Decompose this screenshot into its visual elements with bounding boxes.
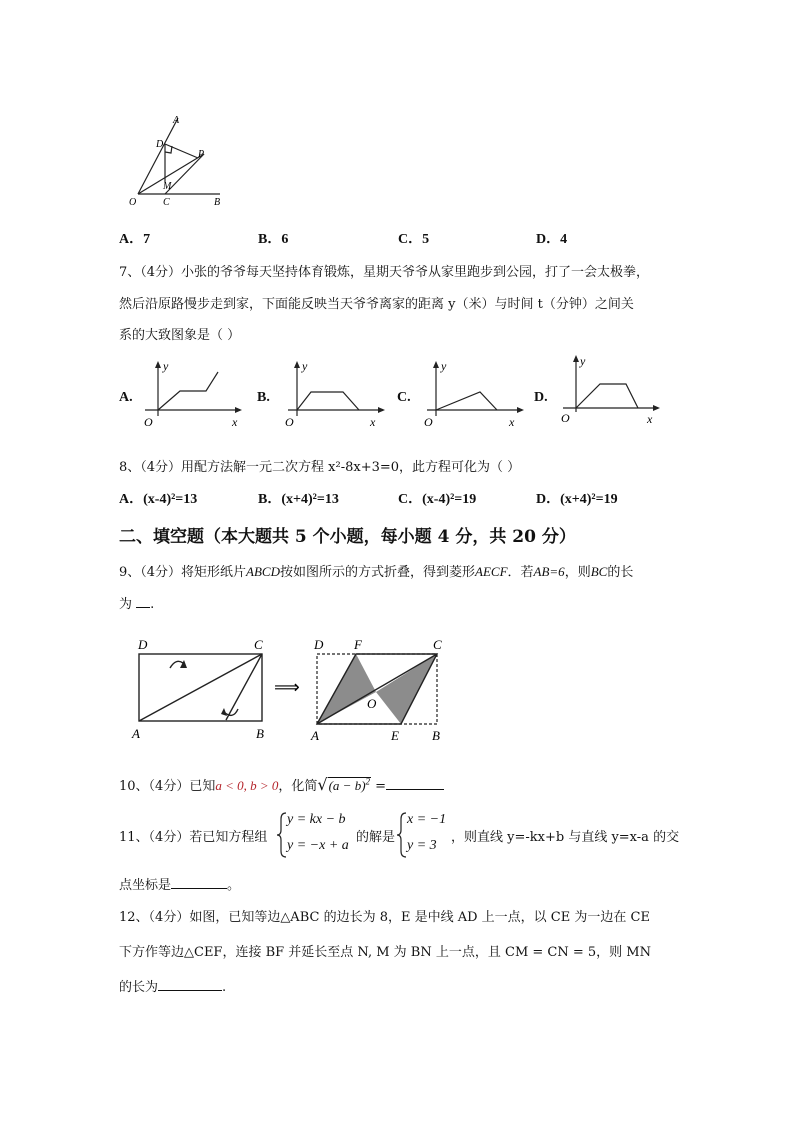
svg-text:C: C bbox=[254, 637, 263, 652]
q7-option-b-label[interactable]: B. bbox=[257, 390, 270, 405]
fold-arrow: ⟹ bbox=[274, 677, 300, 697]
label-O: O bbox=[129, 197, 137, 208]
q8-option-a[interactable]: A．(x-4)²=13 bbox=[119, 492, 198, 507]
q12-stem-line2: 下方作等边△CEF，连接 BF 并延长至点 N, M 为 BN 上一点，且 CM = CN = 5，则 MN bbox=[119, 945, 651, 960]
svg-text:A: A bbox=[311, 728, 319, 743]
q11-part2: 的解是 bbox=[356, 830, 396, 845]
q11-part3: ，则直线 y=-kx+b 与直线 y=x-a 的交 bbox=[451, 830, 680, 845]
svg-text:C: C bbox=[433, 637, 442, 652]
q7-stem-line2: 然后沿原路慢步走到家，下面能反映当天爷爷离家的距离 y（米）与时间 t（分钟）之间关 bbox=[119, 297, 634, 312]
svg-text:B: B bbox=[432, 728, 440, 743]
svg-text:O: O bbox=[424, 415, 433, 429]
q12-stem-line3: 的长为 . bbox=[119, 980, 227, 995]
q8-stem: 8、（4分）用配方法解一元二次方程 x²-8x+3=0，此方程可化为（ ） bbox=[119, 460, 521, 475]
segment-DP bbox=[165, 144, 198, 158]
svg-text:y: y bbox=[302, 359, 308, 373]
q9-stem-line1: 9、（4分）将矩形纸片ABCD按如图所示的方式折叠，得到菱形AECF．若AB=6，则BC的长 bbox=[119, 564, 634, 580]
svg-text:O: O bbox=[144, 415, 153, 429]
q7-option-a-label[interactable]: A. bbox=[119, 390, 133, 405]
q6-option-d[interactable]: D．4 bbox=[536, 232, 568, 247]
q6-option-a[interactable]: A．7 bbox=[119, 232, 151, 247]
svg-text:y: y bbox=[441, 359, 447, 373]
q8-option-c[interactable]: C．(x-4)²=19 bbox=[398, 492, 477, 507]
q7-graph-c[interactable] bbox=[422, 358, 532, 433]
svg-text:x: x bbox=[232, 415, 238, 429]
q7-graph-d[interactable] bbox=[558, 352, 668, 427]
q8-option-b[interactable]: B．(x+4)²=13 bbox=[258, 492, 339, 507]
q9-answer-blank[interactable] bbox=[136, 595, 150, 608]
svg-text:O: O bbox=[285, 415, 294, 429]
q11-part1: 11、（4分）若已知方程组 bbox=[119, 830, 268, 845]
svg-text:D: D bbox=[314, 637, 324, 652]
svg-text:E: E bbox=[391, 728, 399, 743]
svg-text:x: x bbox=[370, 415, 376, 429]
svg-text:B: B bbox=[256, 726, 264, 741]
q7-stem-line3: 系的大致图象是（ ） bbox=[119, 328, 241, 343]
label-M: M bbox=[163, 181, 172, 192]
q7-option-d-label[interactable]: D. bbox=[534, 390, 548, 405]
svg-text:x: x bbox=[509, 415, 515, 429]
q12-stem-line1: 12、（4分）如图，已知等边△ABC 的边长为 8，E 是中线 AD 上一点，以 CE 为一边在 CE bbox=[119, 910, 650, 925]
q6-option-c[interactable]: C．5 bbox=[398, 232, 430, 247]
q6-geometry-figure bbox=[120, 112, 240, 212]
q7-stem-line1: 7、（4分）小张的爷爷每天坚持体育锻炼，星期天爷爷从家里跑步到公园，打了一会太极拳， bbox=[119, 265, 650, 280]
q6-option-b[interactable]: B．6 bbox=[258, 232, 289, 247]
q11-system-eq1: y = kx − b bbox=[287, 812, 346, 827]
q11-line2: 点坐标是 。 bbox=[119, 878, 241, 893]
svg-text:A: A bbox=[132, 726, 140, 741]
label-B: B bbox=[214, 197, 221, 208]
label-D: D bbox=[156, 139, 164, 150]
q12-answer-blank[interactable] bbox=[158, 978, 222, 991]
label-A: A bbox=[173, 115, 180, 126]
q10-stem: 10、（4分）已知a < 0, b > 0，化简$√(a - b)^2$ = bbox=[119, 775, 444, 794]
svg-text:D: D bbox=[138, 637, 148, 652]
label-P: P bbox=[198, 149, 205, 160]
q11-solution-y: y = 3 bbox=[407, 838, 437, 853]
q9-stem-line2: 为 . bbox=[119, 597, 155, 612]
svg-text:y: y bbox=[163, 359, 169, 373]
q11-system-eq2: y = −x + a bbox=[287, 838, 349, 853]
svg-text:O: O bbox=[367, 696, 377, 711]
svg-text:F: F bbox=[354, 637, 362, 652]
q11-answer-blank[interactable] bbox=[171, 876, 227, 889]
svg-text:x: x bbox=[647, 412, 653, 426]
ray-OA bbox=[138, 118, 178, 194]
q7-graph-a[interactable] bbox=[140, 358, 250, 433]
q10-answer-blank[interactable] bbox=[386, 777, 444, 790]
svg-text:y: y bbox=[580, 354, 586, 368]
q7-option-c-label[interactable]: C. bbox=[397, 390, 411, 405]
q7-graph-b[interactable] bbox=[283, 358, 393, 433]
section-2-heading: 二、填空题（本大题共 5 个小题，每小题 4 分，共 20 分） bbox=[119, 527, 576, 547]
svg-text:O: O bbox=[561, 411, 570, 425]
q9-folding-figure bbox=[128, 632, 458, 744]
q11-solution-x: x = −1 bbox=[407, 812, 447, 827]
q8-option-d[interactable]: D．(x+4)²=19 bbox=[536, 492, 618, 507]
label-C: C bbox=[163, 197, 170, 208]
